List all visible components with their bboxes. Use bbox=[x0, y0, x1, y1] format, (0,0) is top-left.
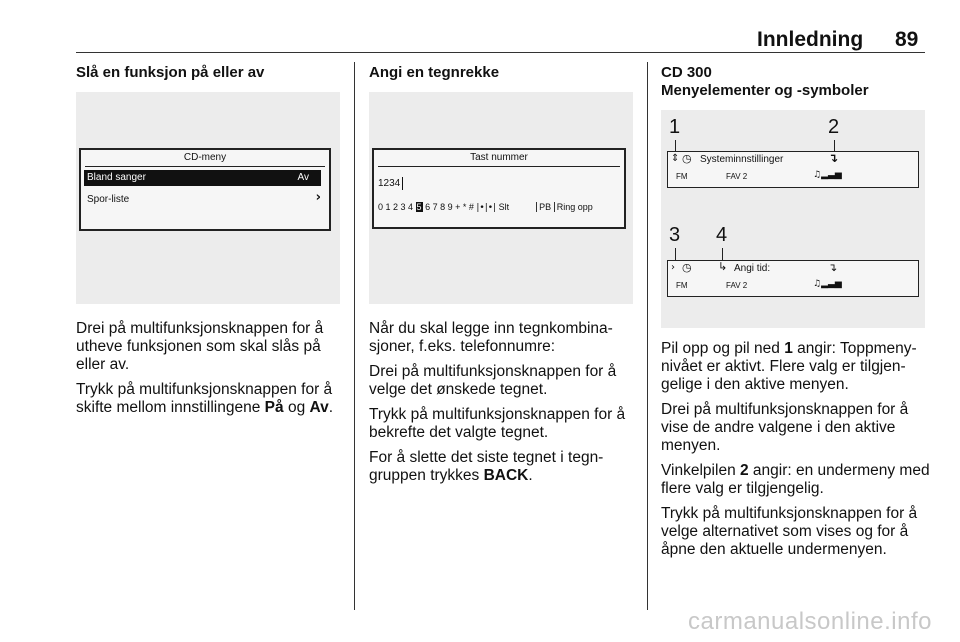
column-3 bbox=[661, 64, 931, 558]
band-label: FM bbox=[676, 172, 688, 181]
submenu-arrow-icon: ↴ bbox=[828, 151, 839, 165]
favourite-label: FAV 2 bbox=[726, 172, 748, 181]
text-run: Trykk på multifunksjonsknappen for å skifte mellom innstillingene bbox=[76, 381, 333, 416]
music-signal-icon: ♫▂▃▅ bbox=[813, 170, 842, 180]
music-signal-icon: ♫▂▃▅ bbox=[813, 279, 842, 289]
body-text bbox=[369, 320, 637, 492]
bold-term: BACK bbox=[483, 467, 529, 484]
text-run: Vinkelpilen bbox=[661, 462, 740, 479]
favourite-label: FAV 2 bbox=[726, 281, 748, 290]
header-rule bbox=[76, 52, 925, 53]
column-divider-1 bbox=[354, 62, 355, 610]
bold-term: 1 bbox=[784, 340, 793, 357]
section-subheading: Menyelementer og -symboler bbox=[661, 82, 869, 99]
callout-number: 4 bbox=[716, 224, 728, 246]
section-heading: CD 300 bbox=[661, 64, 712, 81]
column-divider-2 bbox=[647, 62, 648, 610]
menu-row-label: Spor-liste bbox=[87, 194, 130, 205]
section-heading: Angi en tegnrekke bbox=[369, 64, 500, 81]
character-list: 0 1 2 3 4 bbox=[378, 202, 414, 212]
figure-cd-menu bbox=[76, 92, 340, 304]
paragraph: Trykk på multifunksjonsknappen for å velge alternativet som vises og for å åpne den aktuelle undermenyen. bbox=[661, 505, 918, 558]
display-screen bbox=[667, 260, 919, 297]
column-1 bbox=[76, 64, 344, 416]
menu-row-selected bbox=[84, 170, 321, 186]
paragraph: Drei på multifunksjonsknappen for å velge det ønskede tegnet. bbox=[369, 363, 617, 398]
running-header-title: Innledning bbox=[757, 28, 864, 51]
menu-row-value: Av bbox=[297, 172, 309, 183]
title-rule bbox=[85, 166, 325, 167]
callout-number: 2 bbox=[828, 116, 840, 138]
call-option: Ring opp bbox=[554, 202, 593, 212]
text-run: angir: Toppmeny-nivået er aktivt. Flere valg er tilgjen-gelige i den aktive menyen. bbox=[661, 340, 917, 393]
menu-title: Systeminnstillinger bbox=[700, 154, 784, 165]
menu-title: Angi tid: bbox=[734, 263, 771, 274]
menu-row-label: Bland sanger bbox=[87, 172, 146, 183]
text-run: . bbox=[528, 467, 533, 484]
entry-text: 1234 bbox=[378, 178, 401, 190]
selected-character: 5 bbox=[416, 202, 422, 212]
text-cursor bbox=[402, 177, 403, 190]
paragraph: Drei på multifunksjonsknappen for å utheve funksjonen som skal slås på eller av. bbox=[76, 320, 324, 373]
figure-enter-characters bbox=[369, 92, 633, 304]
body-text bbox=[76, 320, 344, 424]
page-number: 89 bbox=[895, 28, 919, 51]
section-heading: Slå en funksjon på eller av bbox=[76, 64, 265, 81]
callout-number: 1 bbox=[669, 116, 681, 138]
paragraph: Trykk på multifunksjonsknappen for å bekrefte det valgte tegnet. bbox=[369, 406, 626, 441]
character-row bbox=[378, 202, 593, 213]
submenu-arrow-icon: ↴ bbox=[828, 261, 838, 274]
text-run: For å slette det siste tegnet i tegn-gruppen trykkes bbox=[369, 449, 604, 484]
paragraph: Når du skal legge inn tegnkombina-sjoner, f.eks. telefonnumre: bbox=[369, 320, 613, 355]
phonebook-option: PB bbox=[536, 202, 551, 212]
text-run: angir: en undermeny med flere valg er tilgjengelig. bbox=[661, 462, 930, 497]
screen-title: Tast nummer bbox=[470, 152, 528, 163]
title-rule bbox=[378, 166, 620, 167]
display-screen bbox=[79, 148, 331, 231]
character-list: 6 7 8 9 + * # bbox=[425, 202, 474, 212]
paragraph bbox=[76, 381, 344, 417]
bold-term: På bbox=[264, 399, 284, 416]
chevron-right-icon: › bbox=[671, 262, 675, 273]
band-label: FM bbox=[676, 281, 688, 290]
paragraph bbox=[661, 340, 931, 394]
separator-icon: |•|•| bbox=[476, 203, 497, 213]
paragraph: Drei på multifunksjonsknappen for å vise de andre valgene i den aktive menyen. bbox=[661, 401, 909, 454]
up-down-arrow-icon: ⇕ bbox=[671, 153, 680, 164]
callout-number: 3 bbox=[669, 224, 681, 246]
entry-field bbox=[378, 177, 403, 190]
display-screen bbox=[372, 148, 626, 229]
edit-arrow-icon: ↳ bbox=[718, 260, 728, 273]
chevron-right-icon: › bbox=[315, 190, 321, 205]
text-run: og bbox=[283, 399, 310, 416]
display-screen bbox=[667, 151, 919, 188]
paragraph bbox=[661, 462, 931, 498]
paragraph bbox=[369, 449, 637, 485]
text-run: Pil opp og pil ned bbox=[661, 340, 785, 357]
bold-term: 2 bbox=[740, 462, 749, 479]
clock-icon: ◷ bbox=[682, 152, 692, 165]
figure-menu-symbols bbox=[661, 110, 925, 328]
column-2 bbox=[369, 64, 637, 484]
delete-option: Slt bbox=[498, 202, 510, 212]
clock-icon: ◷ bbox=[682, 261, 692, 274]
body-text bbox=[661, 340, 931, 566]
menu-title: CD-meny bbox=[183, 152, 227, 163]
watermark: carmanualsonline.info bbox=[688, 608, 932, 635]
text-run: . bbox=[328, 399, 334, 416]
bold-term: Av bbox=[309, 399, 329, 416]
